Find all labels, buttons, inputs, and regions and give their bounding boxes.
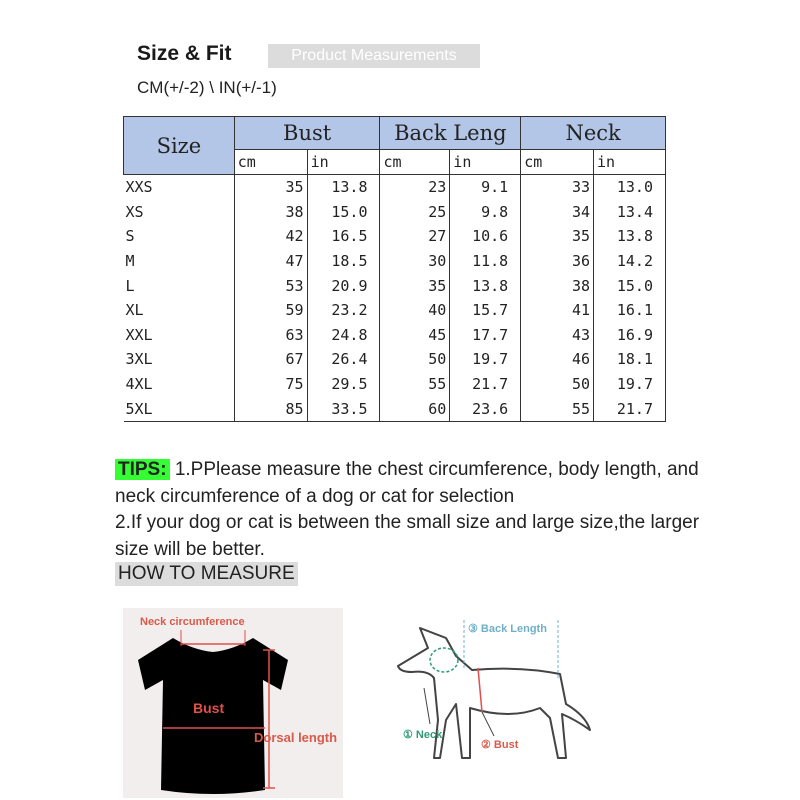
bust-cm-cell: 53 [234,273,307,298]
shirt-neck-label: Neck circumference [140,616,245,628]
dog-back-length-label: ③ Back Length [468,623,547,635]
size-cell: XXL [124,323,235,348]
table-row [124,298,666,323]
neck-cm-cell: 43 [521,323,594,348]
tolerance-note: CM(+/-2) \ IN(+/-1) [137,78,277,97]
back-cm-cell: 40 [380,298,450,323]
neck-in-cell: 16.9 [594,323,666,348]
back-cm-cell: 23 [380,175,450,200]
neck-cm-cell: 35 [521,224,594,249]
neck-cm-cell: 36 [521,249,594,274]
back-in-cell: 9.8 [450,200,521,225]
shirt-dorsal-label: Dorsal length [254,730,338,745]
back-cm-cell: 30 [380,249,450,274]
bust-in-cell: 23.2 [307,298,380,323]
back-cm-cell: 50 [380,347,450,372]
neck-in-cell: 16.1 [594,298,666,323]
neck-in-cell: 15.0 [594,273,666,298]
size-cell: S [124,224,235,249]
table-row [124,396,666,421]
neck-in-cell: 19.7 [594,372,666,397]
how-to-measure-heading: HOW TO MEASURE [115,562,298,586]
page-title: Size & Fit [137,42,232,65]
size-header: Size [124,117,235,175]
table-row [124,200,666,225]
bust-in-cell: 15.0 [307,200,380,225]
size-chart-table [123,116,666,422]
tips-label: TIPS: [115,459,170,480]
table-row [124,273,666,298]
bust-in-cell: 20.9 [307,273,380,298]
table-row [124,372,666,397]
tips-line-1: 1.PPlease measure the chest circumference, body length, and neck circumference of a dog or cat for selection [115,459,699,507]
back-in-cell: 21.7 [450,372,521,397]
neck-cm-cell: 41 [521,298,594,323]
neck-in-cell: 21.7 [594,396,666,421]
back-cm-cell: 55 [380,372,450,397]
tips-block [115,457,715,563]
neck-in-cell: 13.8 [594,224,666,249]
back-in-cell: 19.7 [450,347,521,372]
table-header-row [124,117,666,150]
dog-neck-label: ① Neck [403,729,443,741]
bust-in-cell: 24.8 [307,323,380,348]
size-cell: XS [124,200,235,225]
dog-bust-label: ② Bust [481,739,519,751]
shirt-bust-label: Bust [193,700,225,716]
bust-cm-cell: 75 [234,372,307,397]
unit-in: in [450,150,521,175]
back-in-cell: 11.8 [450,249,521,274]
unit-cm: cm [234,150,307,175]
back-cm-cell: 27 [380,224,450,249]
bust-cm-cell: 59 [234,298,307,323]
back-cm-cell: 25 [380,200,450,225]
table-row [124,347,666,372]
size-cell: 3XL [124,347,235,372]
neck-cm-cell: 38 [521,273,594,298]
back-in-cell: 13.8 [450,273,521,298]
dog-outline-illustration [390,608,610,798]
bust-in-cell: 29.5 [307,372,380,397]
back-in-cell: 17.7 [450,323,521,348]
back-cm-cell: 45 [380,323,450,348]
back-cm-cell: 35 [380,273,450,298]
bust-in-cell: 18.5 [307,249,380,274]
product-measurements-tab[interactable]: Product Measurements [268,44,480,68]
size-cell: 4XL [124,372,235,397]
unit-cm: cm [521,150,594,175]
neck-cm-cell: 34 [521,200,594,225]
bust-cm-cell: 85 [234,396,307,421]
neck-cm-cell: 46 [521,347,594,372]
size-cell: 5XL [124,396,235,421]
neck-in-cell: 13.0 [594,175,666,200]
back-cm-cell: 60 [380,396,450,421]
table-row [124,249,666,274]
neck-header: Neck [521,117,666,150]
back-in-cell: 9.1 [450,175,521,200]
back-in-cell: 23.6 [450,396,521,421]
bust-header: Bust [234,117,380,150]
unit-in: in [594,150,666,175]
bust-in-cell: 13.8 [307,175,380,200]
neck-cm-cell: 33 [521,175,594,200]
neck-in-cell: 13.4 [594,200,666,225]
tips-line-2: 2.If your dog or cat is between the small size and large size,the larger size will be better. [115,512,700,560]
bust-in-cell: 33.5 [307,396,380,421]
table-row [124,323,666,348]
table-body [124,175,666,422]
bust-cm-cell: 47 [234,249,307,274]
size-cell: XXS [124,175,235,200]
bust-in-cell: 26.4 [307,347,380,372]
unit-cm: cm [380,150,450,175]
size-cell: M [124,249,235,274]
size-cell: L [124,273,235,298]
shirt-illustration [123,608,343,798]
size-cell: XL [124,298,235,323]
neck-cm-cell: 55 [521,396,594,421]
bust-cm-cell: 42 [234,224,307,249]
back-length-header: Back Leng [380,117,521,150]
bust-cm-cell: 67 [234,347,307,372]
neck-in-cell: 14.2 [594,249,666,274]
table-row [124,175,666,200]
bust-cm-cell: 35 [234,175,307,200]
neck-in-cell: 18.1 [594,347,666,372]
bust-cm-cell: 38 [234,200,307,225]
back-in-cell: 15.7 [450,298,521,323]
table-row [124,224,666,249]
back-in-cell: 10.6 [450,224,521,249]
bust-in-cell: 16.5 [307,224,380,249]
unit-in: in [307,150,380,175]
neck-cm-cell: 50 [521,372,594,397]
bust-cm-cell: 63 [234,323,307,348]
